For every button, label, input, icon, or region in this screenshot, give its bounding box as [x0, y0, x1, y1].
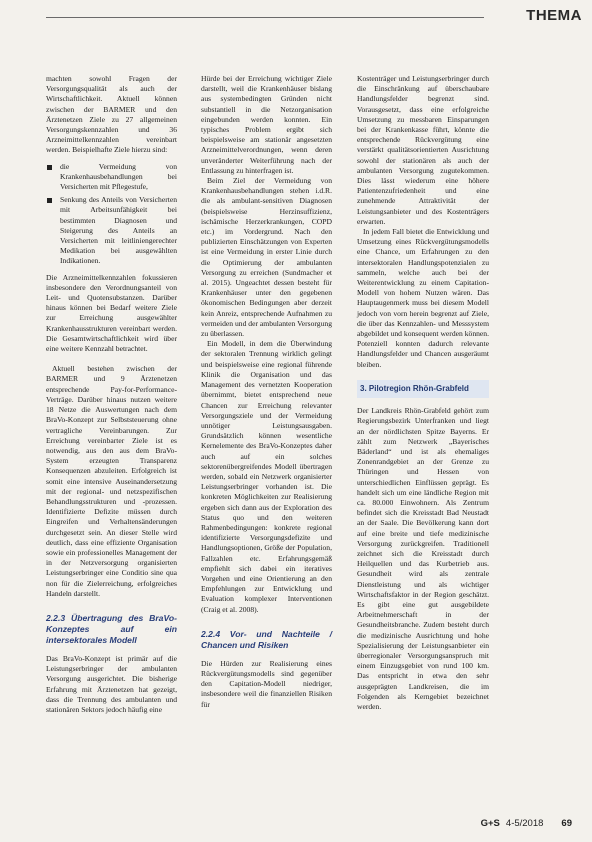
- bullet-item: [46, 162, 177, 193]
- section-tag: THEMA: [526, 7, 582, 24]
- subsection-heading: 2.2.4 Vor- und Nachteile / Chancen und Risiken: [201, 628, 332, 650]
- section-heading: 3. Pilotregion Rhön-Grabfeld: [357, 380, 489, 398]
- bullet-square-icon: [47, 165, 52, 170]
- paragraph: Ein Modell, in dem die Überwindung der sektoralen Trennung wirklich gelingt und beispielsweise eine regional führende Klinik die Organisation und das Management des vernetzten Kooperation übernimmt, bietet entsprechend neue Chancen zur Erreichung relevanter Versorgungsziele und der Vermeidung unnötiger Leistungsausgaben. Grundsätzlich können wesentliche Kernelemente des BraVo-Konzeptes daher auch auf ein solches sektorenübergreifendes Modell übertragen werden, sobald ein Netzwerk organisierter Leistungserbringer vorhanden ist. Die konkreten Möglichkeiten zur Realisierung ergeben sich dann aus der Exploration des Status quo und den weiteren Rahmenbedingungen: konkrete regional identifizierte Versorgungsdefizite und Handlungsoptionen, Größe der Population, Fallzahlen etc. Erfahrungsgemäß empfiehlt sich dabei ein iteratives Vorgehen und eine Orientierung an den Empfehlungen zur Entwicklung und Evaluation komplexer Interventionen (Craig et al. 2008).: [201, 339, 332, 614]
- issue-number: 4-5/2018: [505, 818, 544, 829]
- paragraph: Aktuell bestehen zwischen der BARMER und 9 Ärztenetzen entsprechende Pay-for-Performance-Verträge. Darüber hinaus nutzen weitere 18 Netze die Auswertungen nach dem BraVo-Konzept zur Selbststeuerung ohne vertragliche Vereinbarungen. Zur Erreichung vereinbarter Ziele ist es notwendig, aus den aus dem BraVo-System erzeugten Transparenz Konsequenzen abzuleiten. Erfolgreich ist somit eine intensive Auseinandersetzung mit der regional- und netzspezifischen Behandlungsstrukturen und -prozessen. Identifizierte Defizite müssen durch Eingreifen und Verhaltensänderungen durchgesetzt sein. An dieser Stelle wird deutlich, dass eine effiziente Organisation sowie ein professionelles Management der in der Netzversorgung organisierten Leistungserbringer eine Conditio sine qua non für die Zielerreichung, erfolgreiches Handeln darstellt.: [46, 364, 177, 598]
- paragraph: machten sowohl Fragen der Versorgungsqualität als auch der Wirtschaftlichkeit. Aktuell können zwischen der BARMER und den Ärztenetzen Ziele zu 27 allgemeinen Versorgungskennzahlen und 36 Arzneimittelkennzahlen vereinbart werden. Beispielhafte Ziele hierzu sind:: [46, 74, 177, 155]
- paragraph: Der Landkreis Rhön-Grabfeld gehört zum Regierungsbezirk Unterfranken und liegt an der nördlichsten Spitze Bayerns. Er zählt zum Netzwerk „Bayerisches Bäderland“ und ist als ehemaliges Zonenrandgebiet an der Grenze zu Thüringen und Hessen von unterschiedlichen Einflüssen geprägt. Es handelt sich um eine ländliche Region mit ca. 80.000 Einwohnern. Als Zentrum befindet sich die Kreisstadt Bad Neustadt an der Saale. Die Bevölkerung kann dort auf eine breite und tiefe medizinische Versorgung zurückgreifen. Traditionell zeichnet sich die Kreisstadt durch Heilquellen und das Kurbetrieb aus. Gesundheit wird als zentrale Dienstleistung und als wichtiger Wirtschaftsfaktor in der Region geschätzt. Es gibt eine gut ausgebildete Arbeitnehmerschaft in der Gesundheitsbranche. Zudem besteht durch die medizinische Ausrichtung und hohe Spezialisierung der Leistungsanbieter ein überregionaler Versorgungsanspruch mit einem Einzugsgebiet von rund 100 km. Das entspricht in etwa den sehr ausgeprägten Landkreisen, die im Folgenden als Kerngebiet bezeichnet werden.: [357, 406, 489, 711]
- column-2: [201, 74, 332, 710]
- journal-name: G+S: [480, 818, 500, 829]
- bullet-square-icon: [47, 198, 52, 203]
- bullet-text: die Vermeidung von Krankenhausbehandlungen bei Versicherten mit Pflegestufe,: [60, 161, 177, 192]
- page-footer: [481, 818, 572, 829]
- subsection-heading: 2.2.3 Übertragung des BraVo-Konzeptes auf ein intersektorales Modell: [46, 612, 177, 645]
- bullet-item: [46, 195, 177, 266]
- paragraph: Die Hürden zur Realisierung eines Rückvergütungsmodells sind gegenüber den Capitation-Modell niedriger, insbesondere weil die finanziellen Risiken für: [201, 658, 332, 709]
- paragraph: Das BraVo-Konzept ist primär auf die Leistungserbringer der ambulanten Versorgung ausgerichtet. Die bisherige Erfahrung mit Ärztenetzen hat gezeigt, dass die Trennung des ambulanten und stationären Sektors jedoch häufig eine: [46, 653, 177, 714]
- page-number: 69: [561, 818, 572, 829]
- paragraph: In jedem Fall bietet die Entwicklung und Umsetzung eines Rückvergütungsmodells eine Chance, um Erfahrungen zu den intersektoralen Handlungspotenzialen zu sammeln, welche auch bei der Weiterentwicklung zu einem Capitation-Modell von hohem Nutzen wären. Das Hauptaugenmerk muss bei diesem Modell jedoch von vorn herein begrenzt auf Ziele, die über das Kennzahlen- und Messsystem abgebildet und konsequent werden können. Potenziell konnten dadurch relevante Handlungsfelder und Chancen ausgeräumt bleiben.: [357, 227, 489, 369]
- column-1: [46, 74, 177, 715]
- bullet-text: Senkung des Anteils von Versicherten mit Arbeitsunfähigkeit bei bestimmten Diagnosen und Steigerung des Anteils an Versicherten mit leitliniengerechter Medikation bei ausgewählten Indikationen.: [60, 195, 177, 266]
- paragraph: Kostenträger und Leistungserbringer durch die Einschränkung auf überschaubare Handlungsfelder begrenzt sind. Vorausgesetzt, dass eine erfolgreiche Umsetzung zu messbaren Einsparungen bei der Krankenkasse führt, könnte die entsprechende Rückvergütung eine verstärkt qualitätsorientierten Ausrichtung sowohl der stationären als auch der ambulanten Versorgung zugutekommen. Dies lässt wiederum eine höhere Patientenzufriedenheit und eine zunehmende Attraktivität der Leistungsanbieter und des Kostenträgers erwarten.: [357, 74, 489, 226]
- header-rule: [46, 17, 484, 18]
- paragraph: Die Arzneimittelkennzahlen fokussieren insbesondere den Verordnungsanteil von Leit- und Quotensubstanzen. Darüber hinaus können bei Bedarf weitere Ziele zur Erreichung ausgewählter Krankenhausstrukturen vereinbart werden. Die Gesamtwirtschaftlichkeit wird über eine weitere Kennzahl betrachtet.: [46, 272, 177, 354]
- paragraph: Beim Ziel der Vermeidung von Krankenhausbehandlungen stehen i.d.R. die als ambulant-sensitiven Diagnosen (beispielsweise Herzinsuffizienz, ischämische Herzerkrankungen, COPD etc.) im Vordergrund. Nach den publizierten Einschätzungen von Experten ist eine Vermeidung in erster Linie durch die Optimierung der ambulanten Versorgung zu erreichen (Sundmacher et al. 2015). Ungeachtet dessen besteht für Krankenhäuser unter den gegebenen ökonomischen Bedingungen aber derzeit kein Anreiz, entsprechende Aufnahmen zu vermeiden und der ambulanten Versorgung zu überlassen.: [201, 176, 332, 339]
- column-3: [357, 74, 489, 712]
- paragraph: Hürde bei der Erreichung wichtiger Ziele darstellt, weil die Krankenhäuser bislang aus systembedingten Gründen nicht substantiell in die Netzorganisation eingebunden werden konnten. Ein typisches Problem ergibt sich beispielsweise am stationär angesetzten Arzneimittelverordnungen, wenn deren unveränderter Weiterführung nach der Entlassung zu hinterfragen ist.: [201, 74, 332, 175]
- bullet-list: [46, 162, 177, 267]
